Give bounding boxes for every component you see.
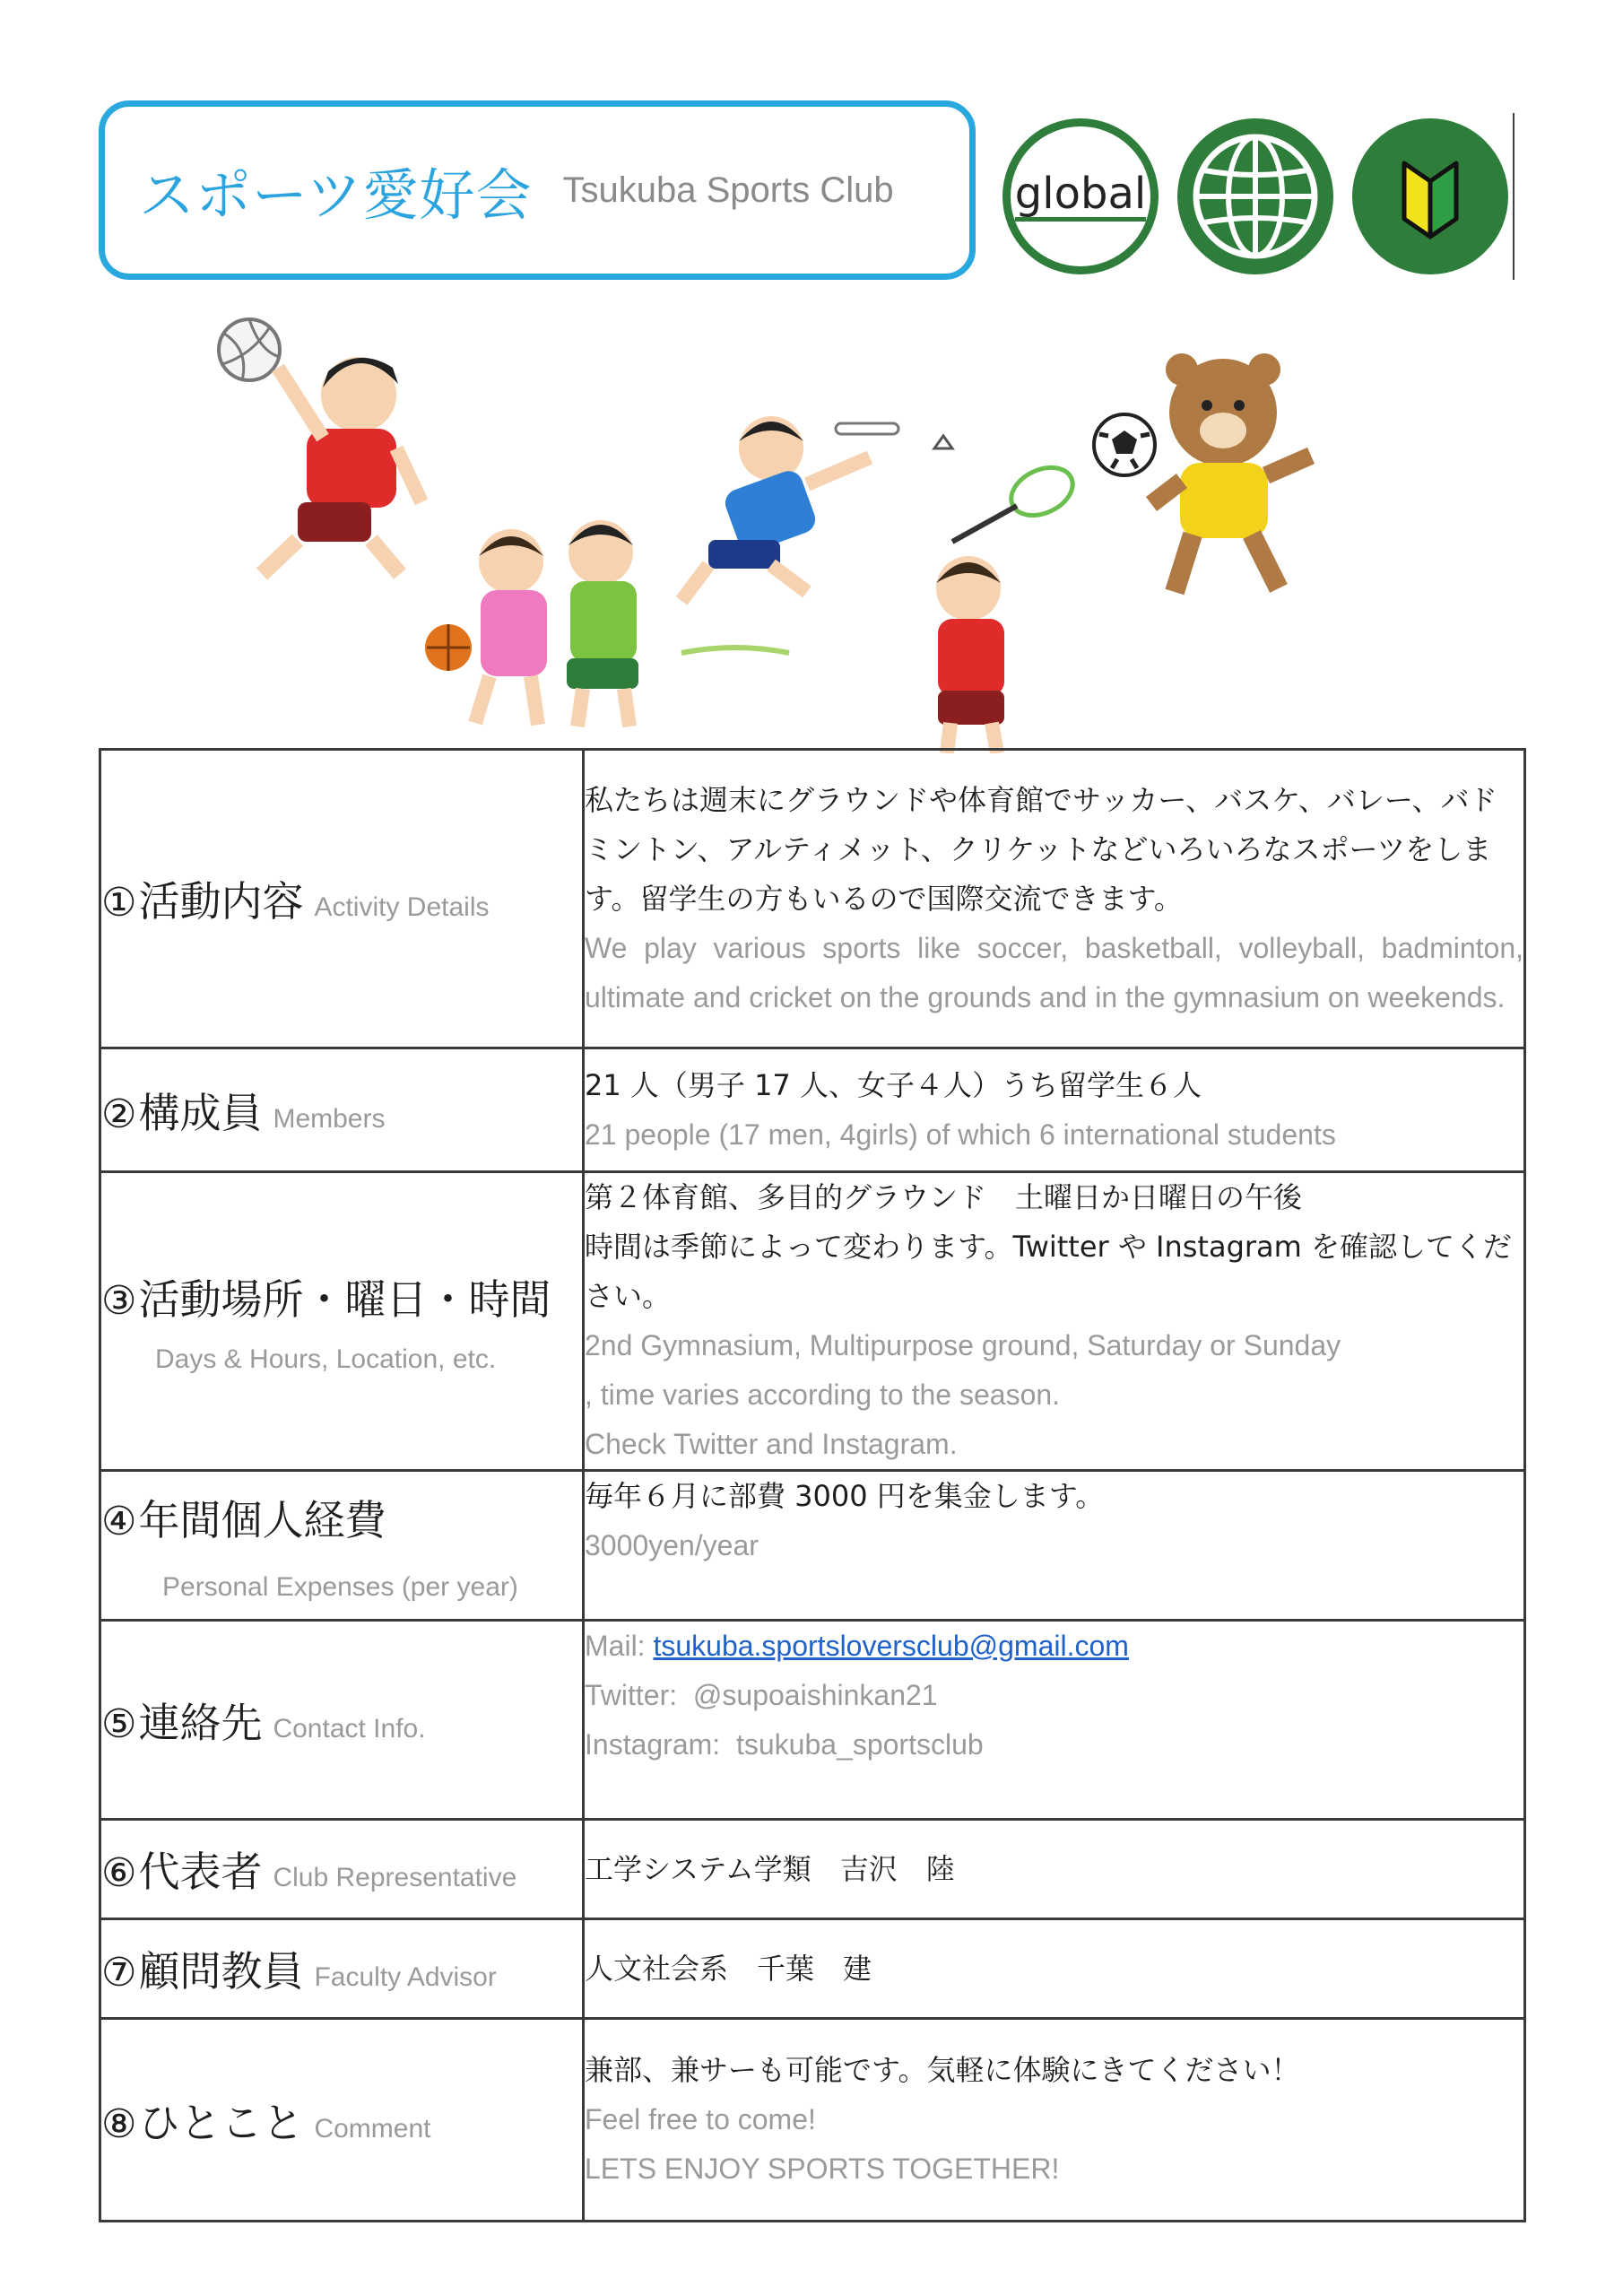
label-comment (100, 2019, 584, 2222)
label-jp: 代表者 (138, 1848, 263, 1896)
label-contact (100, 1621, 584, 1820)
table-row (100, 1048, 1525, 1172)
basketball-player-girl (425, 529, 547, 725)
content-expenses (584, 1471, 1525, 1621)
label-expenses (100, 1471, 584, 1621)
label-jp: 年間個人経費 (138, 1496, 386, 1544)
location-en-line3: Check Twitter and Instagram. (585, 1428, 958, 1460)
activity-jp: 私たちは週末にグラウンドや体育館でサッカー、バスケ、バレー、バドミントン、アルティメット、クリケットなどいろいろなスポーツをします。留学生の方もいるので国際交流できます。 (585, 782, 1497, 916)
table-row (100, 1621, 1525, 1820)
row-number: ① (101, 880, 137, 926)
label-en: Club Representative (273, 1863, 517, 1892)
goalkeeper-player (681, 416, 870, 653)
location-en-line2: , time varies according to the season. (585, 1378, 1061, 1411)
row-number: ⑧ (101, 2100, 137, 2147)
label-en: Members (273, 1103, 386, 1134)
content-location (584, 1172, 1525, 1471)
row-number: ③ (101, 1278, 137, 1324)
representative-jp: 工学システム学類 吉沢 陸 (585, 1851, 955, 1886)
global-badge (1002, 118, 1159, 274)
volleyball-player (262, 357, 421, 574)
table-row (100, 1919, 1525, 2019)
members-jp: 21 人（男子 17 人、女子４人）うち留学生６人 (585, 1067, 1202, 1102)
label-activity-details (100, 750, 584, 1048)
basketball-player-boy (567, 520, 638, 726)
instagram-handle: tsukuba_sportsclub (735, 1728, 984, 1761)
content-contact (584, 1621, 1525, 1820)
sports-illustration (179, 305, 1399, 753)
row-number: ② (101, 1091, 137, 1137)
advisor-jp: 人文社会系 千葉 建 (585, 1951, 872, 1986)
twitter-key: Twitter: (585, 1679, 678, 1711)
label-jp: 活動場所・曜日・時間 (138, 1275, 551, 1324)
label-members (100, 1048, 584, 1172)
club-title-en: Tsukuba Sports Club (562, 170, 894, 210)
label-en: Activity Details (314, 892, 490, 922)
table-row (100, 2019, 1525, 2222)
badminton-player (836, 423, 1081, 753)
twitter-handle: @supoaishinkan21 (692, 1679, 938, 1711)
globe-icon (1177, 118, 1333, 274)
comment-en-line2: LETS ENJOY SPORTS TOGETHER! (585, 2152, 1060, 2185)
label-advisor (100, 1919, 584, 2019)
instagram-key: Instagram: (585, 1728, 721, 1761)
location-en-line1: 2nd Gymnasium, Multipurpose ground, Saturday or Sunday (585, 1329, 1341, 1361)
label-jp: 顧問教員 (138, 1947, 304, 1996)
label-jp: 連絡先 (138, 1698, 263, 1747)
label-location (100, 1172, 584, 1471)
label-jp: ひとこと (138, 2098, 304, 2147)
label-jp: 構成員 (138, 1088, 263, 1137)
row-number: ⑥ (101, 1850, 137, 1896)
comment-jp: 兼部、兼サーも可能です。気軽に体験にきてください！ (585, 2053, 1300, 2087)
location-jp-line1: 第２体育館、多目的グラウンド 土曜日か日曜日の午後 (585, 1180, 1303, 1214)
beginner-mark-icon (1352, 118, 1508, 274)
table-row (100, 1471, 1525, 1621)
header-divider (1513, 113, 1515, 280)
label-en: Faculty Advisor (314, 1962, 497, 1992)
badminton-icon (934, 436, 1081, 542)
row-number: ⑦ (101, 1950, 137, 1996)
content-comment (584, 2019, 1525, 2222)
label-en: Days & Hours, Location, etc. (155, 1344, 497, 1374)
members-en: 21 people (17 men, 4girls) of which 6 international students (585, 1118, 1336, 1151)
global-badge-text: global (1015, 171, 1146, 221)
activity-en: We play various sports like soccer, basketball, volleyball, badminton, ultimate and cricket on the grounds and in the gymnasium on weekends. (585, 931, 1523, 1013)
location-jp-line2: 時間は季節によって変わります。Twitter や Instagram を確認してください。 (585, 1230, 1513, 1313)
table-row (100, 1820, 1525, 1919)
title-box (99, 100, 976, 280)
bear-mascot (1151, 353, 1311, 592)
mail-key: Mail: (585, 1630, 646, 1662)
club-title-jp: スポーツ愛好会 (139, 161, 533, 228)
row-number: ⑤ (101, 1700, 137, 1747)
basketball-icon (425, 624, 472, 671)
label-en: Comment (314, 2113, 431, 2144)
club-info-table (99, 748, 1526, 2222)
expenses-jp: 毎年６月に部費 3000 円を集金します。 (585, 1479, 1105, 1513)
table-row (100, 1172, 1525, 1471)
volleyball-icon (219, 319, 280, 380)
row-number: ④ (101, 1499, 137, 1544)
comment-en-line1: Feel free to come! (585, 2103, 816, 2135)
mail-link[interactable]: tsukuba.sportsloversclub@gmail.com (653, 1630, 1129, 1662)
content-representative (584, 1820, 1525, 1919)
label-representative (100, 1820, 584, 1919)
content-members (584, 1048, 1525, 1172)
label-jp: 活動内容 (138, 877, 304, 926)
content-activity-details (584, 750, 1525, 1048)
expenses-en: 3000yen/year (585, 1529, 759, 1561)
label-en: Contact Info. (273, 1713, 426, 1744)
label-en: Personal Expenses (per year) (162, 1572, 518, 1602)
soccer-ball-icon (1094, 414, 1155, 475)
table-row (100, 750, 1525, 1048)
content-advisor (584, 1919, 1525, 2019)
